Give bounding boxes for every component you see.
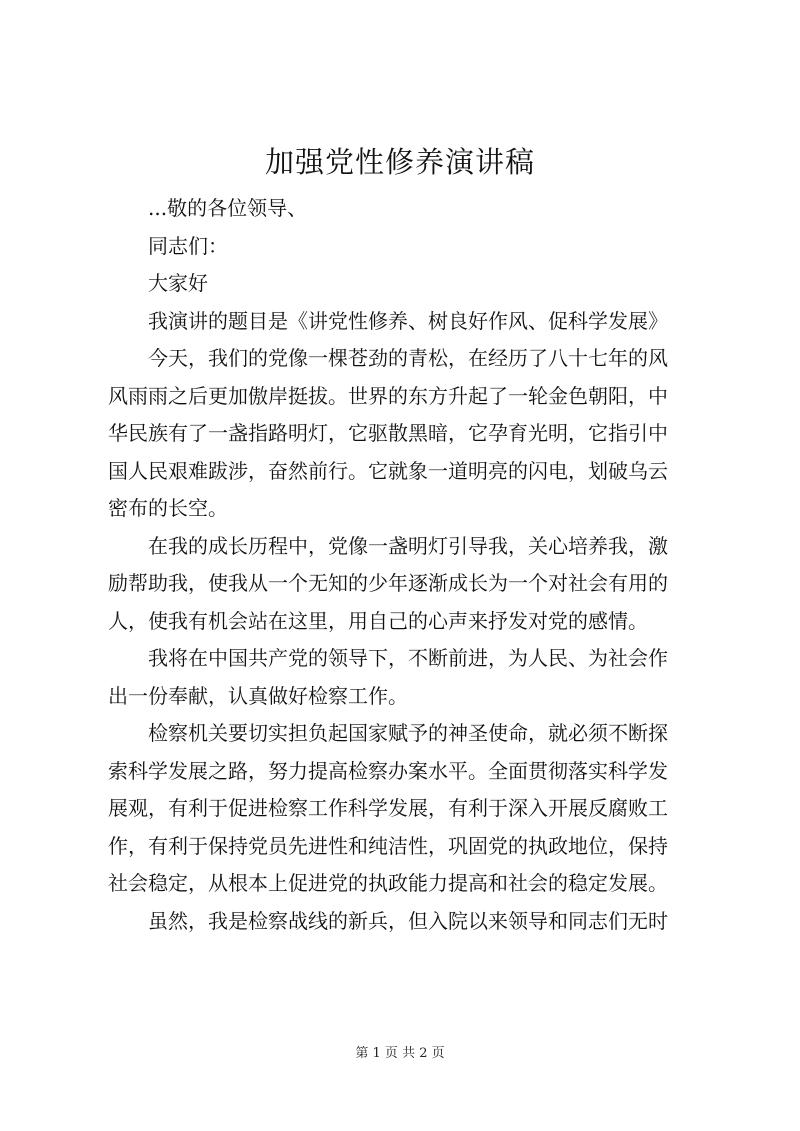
speech-topic: 我演讲的题目是《讲党性修养、树良好作风、促科学发展》 — [148, 308, 668, 333]
paragraph-4-line-2: 索科学发展之路，努力提高检察办案水平。全面贯彻落实科学发 — [108, 758, 668, 783]
paragraph-4-line-5: 社会稳定，从根本上促进党的执政能力提高和社会的稳定发展。 — [108, 871, 668, 895]
paragraph-1-line-3: 华民族有了一盏指路明灯，它驱散黑暗，它孕育光明，它指引中 — [108, 421, 668, 445]
paragraph-4-line-1: 检察机关要切实担负起国家赋予的神圣使命，就必须不断探 — [148, 721, 668, 745]
paragraph-4-line-4: 作，有利于保持党员先进性和纯洁性，巩固党的执政地位，保持 — [108, 833, 668, 858]
paragraph-1-line-2: 风雨雨之后更加傲岸挺拔。世界的东方升起了一轮金色朝阳，中 — [108, 383, 668, 408]
paragraph-2-line-1: 在我的成长历程中，党像一盏明灯引导我，关心培养我，激 — [148, 533, 668, 558]
greeting-line-1: ...敬的各位领导、 — [148, 196, 308, 220]
paragraph-2-line-3: 人，使我有机会站在这里，用自己的心声来抒发对党的感情。 — [108, 608, 648, 633]
page-number-footer: 第 1 页 共 2 页 — [355, 1046, 445, 1061]
document-body — [108, 190, 722, 940]
paragraph-4-line-3: 展观，有利于促进检察工作科学发展，有利于深入开展反腐败工 — [108, 796, 668, 820]
document-title: 加强党性修养演讲稿 — [264, 145, 535, 179]
paragraph-2-line-2: 励帮助我，使我从一个无知的少年逐渐成长为一个对社会有用的 — [108, 571, 668, 595]
paragraph-1-line-4: 国人民艰难跋涉，奋然前行。它就象一道明亮的闪电，划破乌云 — [108, 458, 668, 483]
paragraph-3-line-2: 出一份奉献，认真做好检察工作。 — [108, 683, 408, 708]
paragraph-1-line-5: 密布的长空。 — [108, 496, 228, 520]
paragraph-3-line-1: 我将在中国共产党的领导下，不断前进，为人民、为社会作 — [148, 646, 668, 670]
paragraph-1-line-1: 今天，我们的党像一棵苍劲的青松，在经历了八十七年的风 — [148, 346, 668, 370]
greeting-line-2: 同志们： — [148, 233, 228, 258]
paragraph-5-line-1: 虽然，我是检察战线的新兵，但入院以来领导和同志们无时 — [148, 908, 668, 933]
greeting-line-3: 大家好 — [148, 271, 208, 295]
